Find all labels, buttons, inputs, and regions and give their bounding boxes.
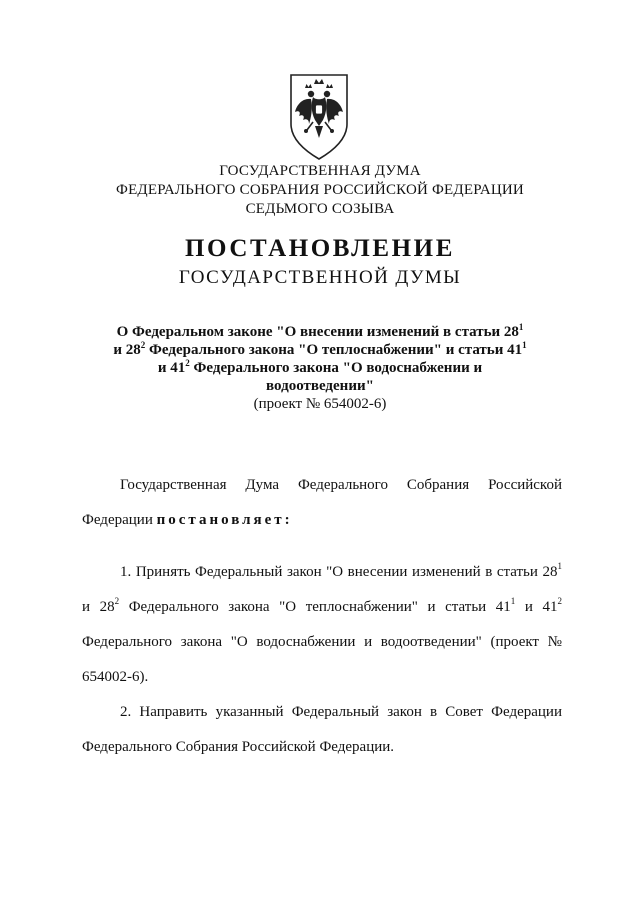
title-line-4: водоотведении" [266, 378, 374, 394]
document-title [0, 323, 640, 414]
item-1-paragraph: 1. Принять Федеральный закон "О внесении изменений в статьи $28^1$ и $28^2$ Федерального закона "О теплоснабжении" и статьи $41^1$ и $41^2$ Федерального закона "О водоснабжении и водоотведении" (проект № 654002-6). [82, 561, 562, 685]
org-line-2: ФЕДЕРАЛЬНОГО СОБРАНИЯ РОССИЙСКОЙ ФЕДЕРАЦИИ [116, 182, 524, 198]
decision-keyword: постановляет: [156, 512, 293, 528]
title-line-2: и $28^2$ Федерального закона "О теплоснабжении" и статьи $41^1$ [113, 340, 527, 358]
org-line-1: ГОСУДАРСТВЕННАЯ ДУМА [219, 163, 421, 179]
intro-paragraph: Государственная Дума Федерального Собрания Российской Федерации постановляет: [82, 477, 562, 528]
document-type: ПОСТАНОВЛЕНИЕ [184, 235, 456, 262]
coat-of-arms-icon [287, 72, 351, 162]
item-2-paragraph: 2. Направить указанный Федеральный закон в Совет Федерации Федерального Собрания Российской Федерации. [82, 704, 562, 755]
org-line-3: СЕДЬМОГО СОЗЫВА [245, 201, 395, 217]
title-line-3: и $41^2$ Федерального закона "О водоснабжении и [157, 358, 483, 376]
document-body [82, 468, 562, 765]
document-header [0, 162, 640, 290]
project-number: (проект № 654002-6) [253, 396, 387, 412]
document-issuer: ГОСУДАРСТВЕННОЙ ДУМЫ [178, 267, 462, 288]
title-line-1: О Федеральном законе "О внесении изменений в статьи $28^1$ [116, 322, 524, 340]
